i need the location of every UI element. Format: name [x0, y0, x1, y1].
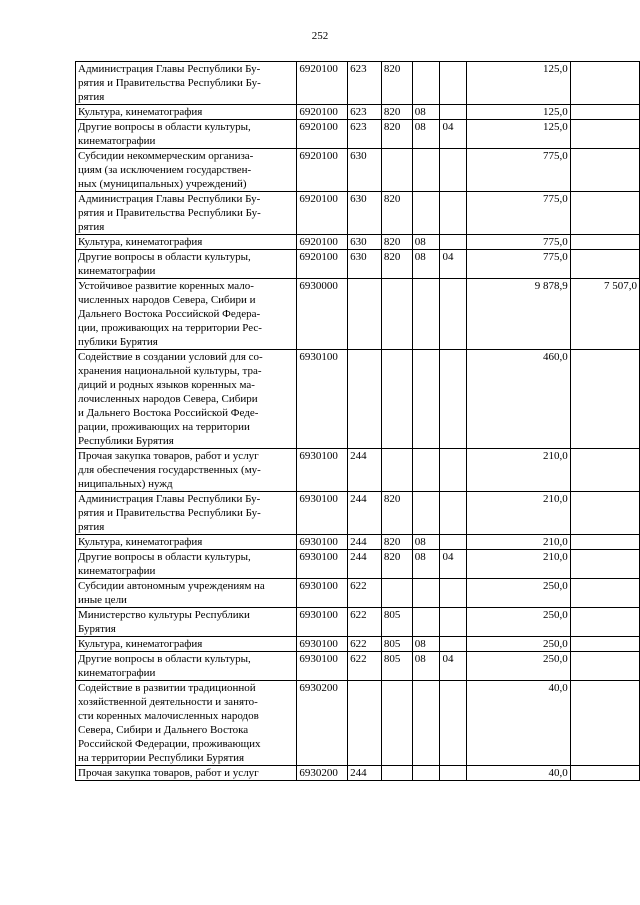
section-code: [412, 449, 440, 492]
subsection-code: 04: [440, 250, 467, 279]
administrator-code: 805: [381, 652, 412, 681]
administrator-code: 820: [381, 235, 412, 250]
target-code: 6930000: [297, 279, 348, 350]
table-row: [76, 279, 640, 350]
table-row: [76, 652, 640, 681]
amount: 460,0: [467, 350, 571, 449]
subsection-code: [440, 608, 467, 637]
expense-type: 630: [348, 235, 382, 250]
amount-subvention: [570, 492, 639, 535]
administrator-code: 820: [381, 550, 412, 579]
target-code: 6930100: [297, 492, 348, 535]
administrator-code: 820: [381, 120, 412, 149]
table-row: [76, 149, 640, 192]
table-row: [76, 766, 640, 781]
amount: 125,0: [467, 105, 571, 120]
target-code: 6930100: [297, 535, 348, 550]
table-row: [76, 350, 640, 449]
budget-table: [75, 61, 640, 781]
subsection-code: [440, 766, 467, 781]
amount: 250,0: [467, 652, 571, 681]
section-code: [412, 492, 440, 535]
target-code: 6920100: [297, 105, 348, 120]
expense-type: 244: [348, 535, 382, 550]
row-name: Культура, кинематография: [76, 535, 297, 550]
administrator-code: 820: [381, 192, 412, 235]
expense-type: 622: [348, 579, 382, 608]
amount-subvention: [570, 608, 639, 637]
table-row: [76, 120, 640, 149]
table-row: [76, 235, 640, 250]
administrator-code: 805: [381, 637, 412, 652]
section-code: [412, 608, 440, 637]
section-code: [412, 279, 440, 350]
amount: 775,0: [467, 235, 571, 250]
expense-type: 623: [348, 105, 382, 120]
amount-subvention: [570, 149, 639, 192]
section-code: 08: [412, 535, 440, 550]
amount: 250,0: [467, 608, 571, 637]
row-name: Администрация Главы Республики Бу- рятия и Правительства Республики Бу- рятия: [76, 192, 297, 235]
subsection-code: [440, 235, 467, 250]
target-code: 6920100: [297, 149, 348, 192]
administrator-code: 820: [381, 62, 412, 105]
administrator-code: 820: [381, 250, 412, 279]
subsection-code: [440, 492, 467, 535]
amount: 210,0: [467, 449, 571, 492]
row-name: Прочая закупка товаров, работ и услуг: [76, 766, 297, 781]
section-code: [412, 192, 440, 235]
amount-subvention: [570, 235, 639, 250]
subsection-code: [440, 637, 467, 652]
section-code: [412, 681, 440, 766]
table-row: [76, 492, 640, 535]
expense-type: 244: [348, 449, 382, 492]
administrator-code: 820: [381, 535, 412, 550]
administrator-code: 820: [381, 105, 412, 120]
subsection-code: [440, 350, 467, 449]
row-name: Содействие в развитии традиционной хозяйственной деятельности и занято- сти коренных малочисленных народов Севера, Сибири и Дальнего Востока Российской Федерации, проживающих на территории Республики Бурятия: [76, 681, 297, 766]
target-code: 6930100: [297, 608, 348, 637]
amount: 125,0: [467, 62, 571, 105]
amount-subvention: [570, 449, 639, 492]
table-row: [76, 62, 640, 105]
administrator-code: [381, 350, 412, 449]
amount-subvention: [570, 579, 639, 608]
amount: 125,0: [467, 120, 571, 149]
section-code: 08: [412, 550, 440, 579]
row-name: Министерство культуры Республики Бурятия: [76, 608, 297, 637]
amount-subvention: [570, 550, 639, 579]
subsection-code: [440, 192, 467, 235]
row-name: Другие вопросы в области культуры, кинематографии: [76, 550, 297, 579]
amount-subvention: [570, 766, 639, 781]
section-code: 08: [412, 637, 440, 652]
expense-type: 630: [348, 192, 382, 235]
section-code: [412, 766, 440, 781]
row-name: Другие вопросы в области культуры, кинематографии: [76, 250, 297, 279]
row-name: Прочая закупка товаров, работ и услуг для обеспечения государственных (му- ниципальных) нужд: [76, 449, 297, 492]
amount: 210,0: [467, 492, 571, 535]
section-code: 08: [412, 120, 440, 149]
target-code: 6930100: [297, 637, 348, 652]
administrator-code: [381, 681, 412, 766]
subsection-code: [440, 449, 467, 492]
amount-subvention: [570, 250, 639, 279]
target-code: 6930100: [297, 350, 348, 449]
amount-subvention: [570, 62, 639, 105]
table-row: [76, 535, 640, 550]
target-code: 6930100: [297, 449, 348, 492]
amount: 40,0: [467, 681, 571, 766]
amount: 210,0: [467, 535, 571, 550]
expense-type: 622: [348, 608, 382, 637]
row-name: Администрация Главы Республики Бу- рятия и Правительства Республики Бу- рятия: [76, 62, 297, 105]
row-name: Устойчивое развитие коренных мало- численных народов Севера, Сибири и Дальнего Востока Российской Федера- ции, проживающих на территории Рес- публики Бурятия: [76, 279, 297, 350]
expense-type: 630: [348, 250, 382, 279]
subsection-code: [440, 279, 467, 350]
row-name: Культура, кинематография: [76, 637, 297, 652]
amount-subvention: [570, 681, 639, 766]
expense-type: 630: [348, 149, 382, 192]
amount: 775,0: [467, 192, 571, 235]
subsection-code: 04: [440, 652, 467, 681]
section-code: [412, 579, 440, 608]
section-code: 08: [412, 235, 440, 250]
expense-type: 622: [348, 652, 382, 681]
row-name: Администрация Главы Республики Бу- рятия и Правительства Республики Бу- рятия: [76, 492, 297, 535]
table-row: [76, 550, 640, 579]
table-row: [76, 608, 640, 637]
table-row: [76, 637, 640, 652]
row-name: Культура, кинематография: [76, 235, 297, 250]
amount: 775,0: [467, 149, 571, 192]
section-code: [412, 149, 440, 192]
amount: 210,0: [467, 550, 571, 579]
administrator-code: [381, 149, 412, 192]
target-code: 6930200: [297, 681, 348, 766]
expense-type: 244: [348, 492, 382, 535]
subsection-code: [440, 681, 467, 766]
budget-table-body: [76, 62, 640, 781]
amount-subvention: [570, 637, 639, 652]
row-name: Субсидии некоммерческим организа- циям (за исключением государствен- ных (муниципальных) учреждений): [76, 149, 297, 192]
subsection-code: [440, 535, 467, 550]
amount-subvention: [570, 350, 639, 449]
target-code: 6930100: [297, 579, 348, 608]
target-code: 6930100: [297, 550, 348, 579]
table-row: [76, 250, 640, 279]
subsection-code: 04: [440, 550, 467, 579]
amount: 9 878,9: [467, 279, 571, 350]
amount: 250,0: [467, 637, 571, 652]
table-row: [76, 579, 640, 608]
amount-subvention: [570, 535, 639, 550]
expense-type: [348, 279, 382, 350]
administrator-code: 820: [381, 492, 412, 535]
subsection-code: [440, 149, 467, 192]
section-code: 08: [412, 250, 440, 279]
table-row: [76, 192, 640, 235]
table-row: [76, 105, 640, 120]
target-code: 6920100: [297, 192, 348, 235]
amount: 40,0: [467, 766, 571, 781]
target-code: 6920100: [297, 250, 348, 279]
expense-type: 244: [348, 550, 382, 579]
administrator-code: [381, 449, 412, 492]
amount-subvention: [570, 652, 639, 681]
page-number: 252: [311, 30, 329, 42]
administrator-code: [381, 279, 412, 350]
row-name: Содействие в создании условий для со- хранения национальной культуры, тра- диций и родных языков коренных ма- лочисленных народов Севера, Сибири и Дальнего Востока Российской Феде- рации, проживающих на территории Республики Бурятия: [76, 350, 297, 449]
expense-type: 622: [348, 637, 382, 652]
row-name: Культура, кинематография: [76, 105, 297, 120]
subsection-code: [440, 62, 467, 105]
table-row: [76, 449, 640, 492]
row-name: Другие вопросы в области культуры, кинематографии: [76, 120, 297, 149]
section-code: 08: [412, 652, 440, 681]
administrator-code: 805: [381, 608, 412, 637]
expense-type: 623: [348, 120, 382, 149]
section-code: [412, 62, 440, 105]
subsection-code: [440, 579, 467, 608]
expense-type: [348, 350, 382, 449]
target-code: 6920100: [297, 62, 348, 105]
amount-subvention: [570, 192, 639, 235]
amount-subvention: [570, 120, 639, 149]
amount-subvention: [570, 105, 639, 120]
amount: 250,0: [467, 579, 571, 608]
target-code: 6920100: [297, 235, 348, 250]
row-name: Субсидии автономным учреждениям на иные цели: [76, 579, 297, 608]
administrator-code: [381, 579, 412, 608]
target-code: 6930200: [297, 766, 348, 781]
target-code: 6920100: [297, 120, 348, 149]
amount-subvention: 7 507,0: [570, 279, 639, 350]
amount: 775,0: [467, 250, 571, 279]
target-code: 6930100: [297, 652, 348, 681]
expense-type: [348, 681, 382, 766]
row-name: Другие вопросы в области культуры, кинематографии: [76, 652, 297, 681]
section-code: [412, 350, 440, 449]
subsection-code: 04: [440, 120, 467, 149]
section-code: 08: [412, 105, 440, 120]
expense-type: 623: [348, 62, 382, 105]
administrator-code: [381, 766, 412, 781]
table-row: [76, 681, 640, 766]
subsection-code: [440, 105, 467, 120]
expense-type: 244: [348, 766, 382, 781]
